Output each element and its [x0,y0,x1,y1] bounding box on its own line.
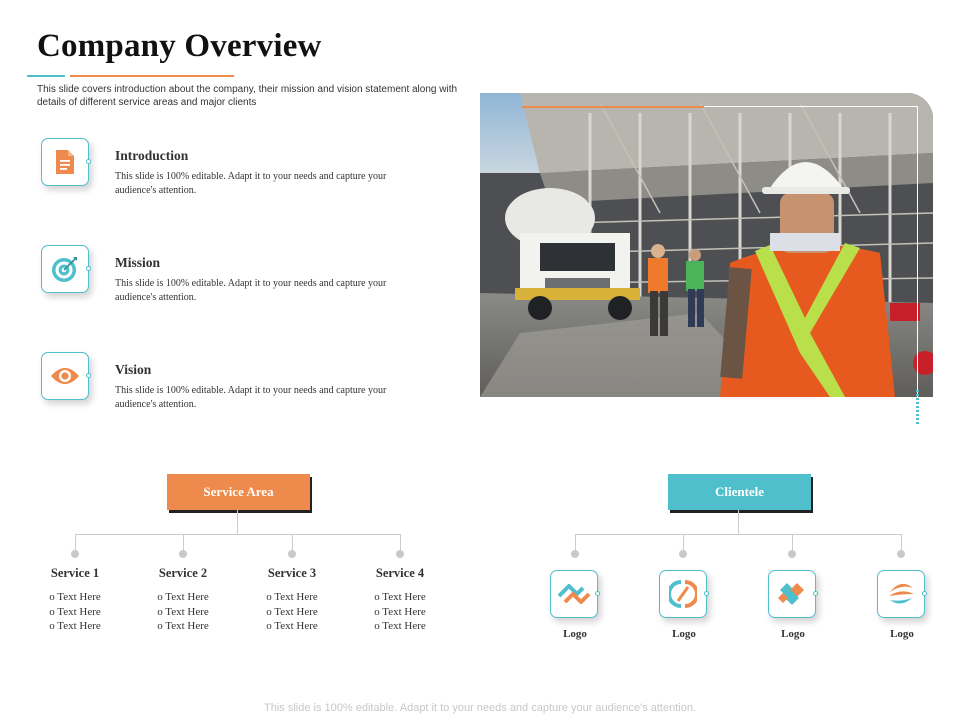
photo-accent-line [522,106,704,108]
service-tree-trunk [237,510,238,534]
tree-node-dot [679,550,687,558]
target-icon [51,255,79,283]
service-title: Service 3 [267,566,317,580]
tree-node-dot [571,550,579,558]
footer-note: This slide is 100% editable. Adapt it to your needs and capture your audience's attention. [264,702,696,714]
feature-introduction [41,138,481,208]
service-tree-branch [75,534,401,535]
service-item: o Text Here [266,619,318,634]
feature-title: Vision [115,362,152,377]
tree-node-dot [179,550,187,558]
client-logo-label: Logo [672,628,696,640]
client-logo-label: Logo [563,628,587,640]
tree-node-dot [396,550,404,558]
tree-node-dot [288,550,296,558]
feature-mission [41,245,481,315]
introduction-icon-box [41,138,89,186]
diamond-logo-icon [775,581,809,607]
eye-icon [50,366,80,386]
service-items [374,590,426,634]
document-icon [54,149,76,175]
service-item: o Text Here [49,605,101,620]
client-logo-3 [768,570,818,640]
service-item: o Text Here [49,619,101,634]
page-subtitle: This slide covers introduction about the company, their mission and vision statement along with details of different service areas and major clients [37,84,458,108]
service-item: o Text Here [49,590,101,605]
clientele-tree-branch [575,534,902,535]
title-underline-orange [70,75,234,77]
client-logo-4 [877,570,927,640]
tree-node-dot [897,550,905,558]
feature-title: Introduction [115,148,189,163]
tree-node-dot [71,550,79,558]
construction-site-photo [480,93,933,397]
client-logo-1 [550,570,600,640]
service-title: Service 2 [158,566,208,580]
service-title: Service 1 [50,566,100,580]
service-4 [350,566,450,634]
globe-logo-icon [886,580,916,608]
feature-vision [41,352,481,422]
service-item: o Text Here [157,605,209,620]
client-logo-label: Logo [781,628,805,640]
service-items [157,590,209,634]
service-area-header: Service Area [167,474,310,510]
service-item: o Text Here [374,605,426,620]
service-item: o Text Here [374,619,426,634]
service-items [49,590,101,634]
mission-icon-box [41,245,89,293]
feature-description: This slide is 100% editable. Adapt it to your needs and capture your audience's attention. [115,278,387,303]
photo-frame-line-vertical [917,107,918,397]
photo-frame-line [704,106,918,107]
photo-dotted-accent [916,390,919,426]
tree-node-dot [788,550,796,558]
service-title: Service 4 [375,566,425,580]
service-item: o Text Here [157,590,209,605]
service-2 [133,566,233,634]
clientele-tree-trunk [738,510,739,534]
client-logo-2 [659,570,709,640]
vision-icon-box [41,352,89,400]
swirl-logo-icon [669,579,697,609]
clientele-header: Clientele [668,474,811,510]
service-item: o Text Here [266,590,318,605]
client-logo-label: Logo [890,628,914,640]
feature-description: This slide is 100% editable. Adapt it to your needs and capture your audience's attention. [115,171,387,196]
service-item: o Text Here [374,590,426,605]
page-title: Company Overview [37,28,322,64]
feature-description: This slide is 100% editable. Adapt it to your needs and capture your audience's attention. [115,385,387,410]
zigzag-logo-icon [557,582,591,606]
service-1 [25,566,125,634]
feature-title: Mission [115,255,161,270]
title-underline-teal [27,75,65,77]
service-items [266,590,318,634]
service-item: o Text Here [266,605,318,620]
service-item: o Text Here [157,619,209,634]
service-3 [242,566,342,634]
